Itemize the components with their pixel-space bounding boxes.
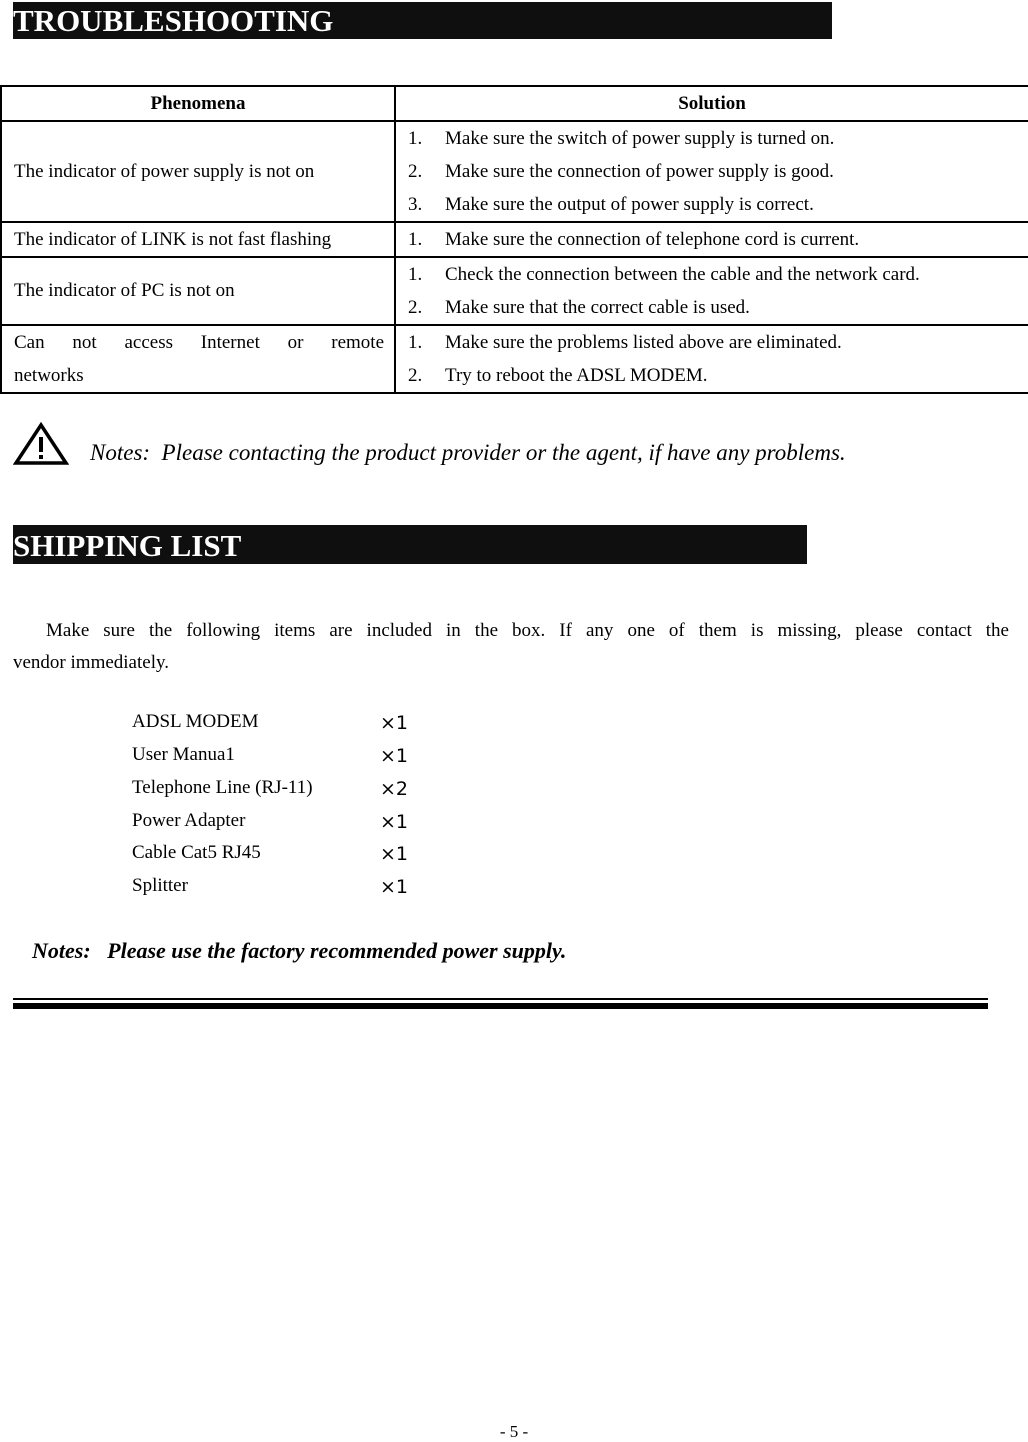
page-number: - 5 -	[499, 1422, 529, 1441]
table-header-row	[1, 86, 1028, 121]
table-row	[1, 257, 1028, 325]
phenomenon-text: The indicator of power supply is not on	[14, 160, 315, 182]
solution-cell	[395, 222, 1028, 257]
phenomenon-text: The indicator of PC is not on	[14, 280, 235, 301]
warning-triangle-icon	[13, 422, 69, 466]
shipping-item-name: Telephone Line (RJ-11)	[132, 777, 313, 798]
solution-item	[408, 326, 1028, 359]
solution-number: 1.	[408, 128, 423, 149]
shipping-item-name: ADSL MODEM	[132, 711, 259, 732]
phenomenon-cell	[1, 325, 395, 393]
table-row	[1, 121, 1028, 222]
shipping-item-qty: ×1	[380, 811, 409, 833]
solution-number: 1.	[408, 264, 423, 285]
shipping-note: Notes: Please use the factory recommended power supply.	[32, 938, 567, 963]
solution-text: Make sure the connection of telephone cord is current.	[445, 229, 860, 250]
solution-text: Make sure that the correct cable is used.	[445, 297, 750, 318]
phenomenon-cell	[1, 222, 395, 257]
solution-text: Make sure the output of power supply is correct.	[445, 194, 814, 215]
solution-number: 2.	[408, 161, 423, 182]
shipping-list-heading: SHIPPING LIST	[13, 525, 807, 564]
solution-number: 3.	[408, 194, 423, 215]
table-row	[1, 325, 1028, 393]
shipping-item-qty: ×1	[380, 745, 409, 767]
solution-item	[408, 359, 1028, 392]
table-row	[1, 222, 1028, 257]
solution-item	[408, 155, 1028, 188]
solution-text: Make sure the connection of power supply is good.	[445, 161, 834, 182]
solution-item	[408, 258, 1028, 291]
solution-cell	[395, 257, 1028, 325]
troubleshooting-heading: TROUBLESHOOTING	[13, 2, 832, 39]
solution-item	[408, 122, 1028, 155]
solution-item	[408, 291, 1028, 324]
solution-number: 2.	[408, 365, 423, 386]
phenomenon-text: The indicator of LINK is not fast flashing	[14, 228, 332, 250]
solution-item	[408, 223, 1028, 256]
solution-cell	[395, 121, 1028, 222]
troubleshooting-note: Notes: Please contacting the product provider or the agent, if have any problems.	[90, 440, 846, 465]
paragraph-line: Make sure the following items are included in the box. If any one of them is missing, please contact the	[46, 620, 1009, 641]
solution-text: Check the connection between the cable and the network card.	[445, 264, 920, 285]
solution-text: Make sure the problems listed above are eliminated.	[445, 332, 842, 353]
troubleshooting-table	[0, 85, 1028, 394]
shipping-item-name: Splitter	[132, 875, 188, 896]
shipping-item-name: User Manua1	[132, 744, 235, 765]
solution-text: Make sure the switch of power supply is turned on.	[445, 128, 835, 149]
shipping-item-name: Cable Cat5 RJ45	[132, 842, 261, 863]
column-header-phenomena: Phenomena	[1, 86, 395, 121]
phenomenon-text-line: networks	[14, 365, 84, 386]
phenomenon-text-line: Can not access Internet or remote	[14, 332, 384, 353]
solution-number: 1.	[408, 332, 423, 353]
column-header-solution: Solution	[395, 86, 1028, 121]
solution-number: 1.	[408, 229, 423, 250]
solution-text: Try to reboot the ADSL MODEM.	[445, 365, 708, 386]
solution-number: 2.	[408, 297, 423, 318]
shipping-item-qty: ×2	[380, 778, 409, 800]
phenomenon-cell	[1, 257, 395, 325]
shipping-item-qty: ×1	[380, 712, 409, 734]
shipping-item-name: Power Adapter	[132, 810, 246, 831]
divider-thick	[13, 1003, 988, 1009]
shipping-item-qty: ×1	[380, 843, 409, 865]
solution-item	[408, 188, 1028, 221]
solution-cell	[395, 325, 1028, 393]
divider-thin	[13, 998, 988, 1000]
paragraph-line: vendor immediately.	[13, 652, 169, 673]
shipping-item-qty: ×1	[380, 876, 409, 898]
shipping-intro-paragraph	[13, 615, 1009, 679]
phenomenon-cell	[1, 121, 395, 222]
